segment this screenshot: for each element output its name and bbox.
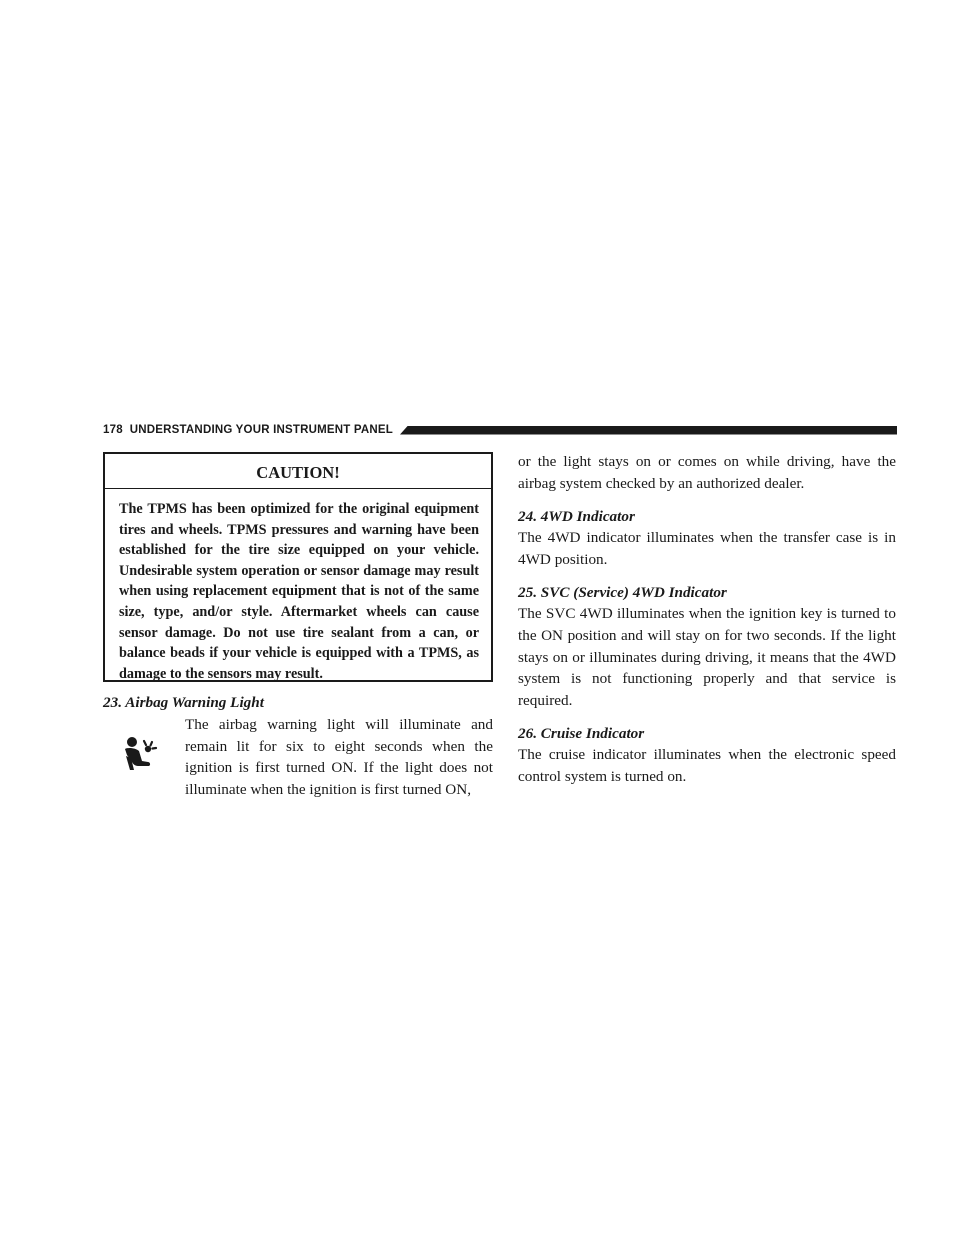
four-wd-section-title: 24. 4WD Indicator (518, 508, 635, 526)
section-title: UNDERSTANDING YOUR INSTRUMENT PANEL (129, 424, 393, 436)
caution-title: CAUTION! (256, 463, 340, 482)
four-wd-section-text: The 4WD indicator illuminates when the transfer case is in 4WD position. (518, 529, 896, 568)
airbag-section-continued: or the light stays on or comes on while driving, have the airbag system checked by an authorized dealer. (518, 453, 896, 492)
svc-four-wd-section-title: 25. SVC (Service) 4WD Indicator (518, 584, 727, 602)
caution-box (103, 452, 493, 682)
airbag-section-text: The airbag warning light will illuminate and remain lit for six to eight seconds when the ignition is first turned ON. If the light does not illuminate when the ignition is first turned ON, (185, 716, 493, 798)
airbag-warning-icon (118, 734, 158, 774)
airbag-section (103, 714, 493, 800)
airbag-section-title: 23. Airbag Warning Light (103, 694, 264, 711)
cruise-section-title: 26. Cruise Indicator (518, 725, 645, 743)
right-column (518, 451, 896, 788)
caution-text: The TPMS has been optimized for the original equipment tires and wheels. TPMS pressures and warning have been established for the tire size equipped on your vehicle. Undesirable system operation or sensor damage may result when using replacement equipment that is not of the same size, type, and/or style. Aftermarket wheels can cause sensor damage. Do not use tire sealant from a can, or balance beads if your vehicle is equipped with a TPMS, as damage to the sensors may result. (119, 501, 479, 682)
left-column (103, 692, 493, 800)
header-rule (400, 426, 897, 435)
page-header (103, 422, 897, 438)
cruise-section-text: The cruise indicator illuminates when the electronic speed control system is turned on. (518, 746, 896, 785)
page-number: 178 (103, 424, 123, 436)
svc-four-wd-section-text: The SVC 4WD illuminates when the ignition key is turned to the ON position and will stay on for two seconds. If the light stays on or illuminates during driving, it means that the 4WD system is not functioning properly and that service is required. (518, 605, 896, 709)
